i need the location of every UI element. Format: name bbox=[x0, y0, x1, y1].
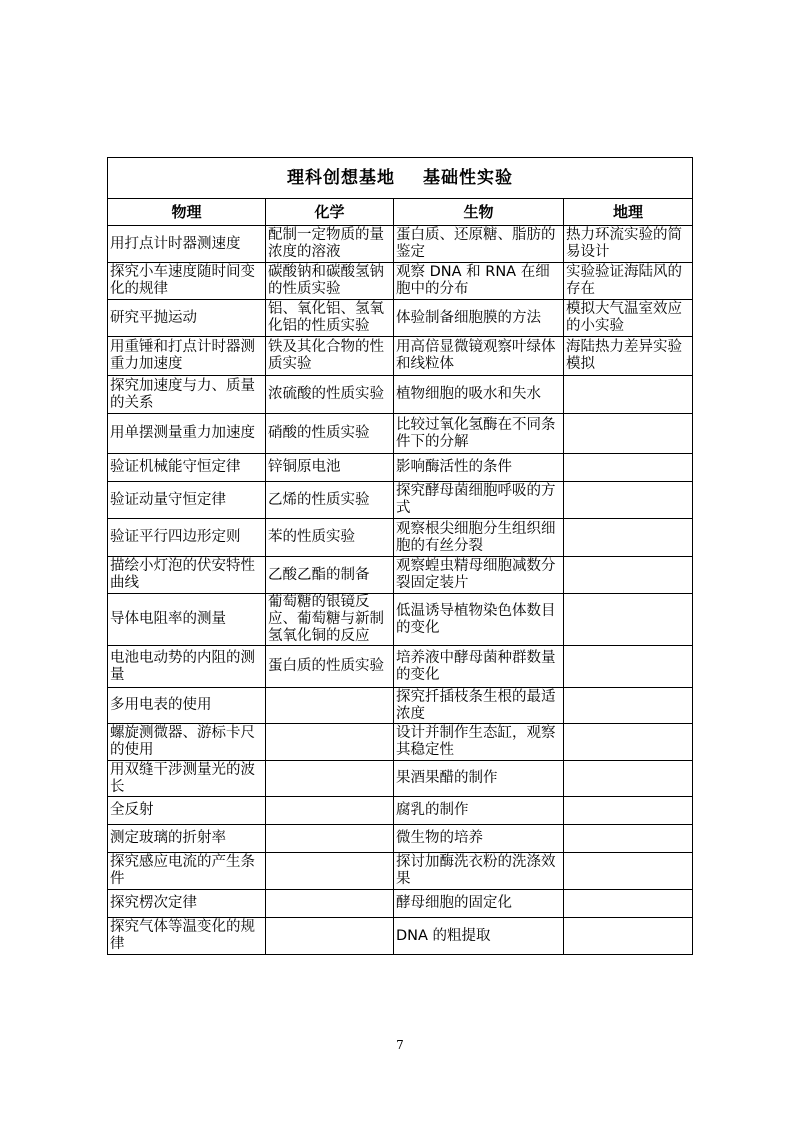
cell-chemistry bbox=[266, 918, 394, 955]
table-row bbox=[108, 482, 693, 519]
cell-biology: 腐乳的制作 bbox=[394, 797, 564, 825]
header-chemistry: 化学 bbox=[266, 199, 394, 226]
cell-chemistry: 锌铜原电池 bbox=[266, 454, 394, 482]
table-row bbox=[108, 761, 693, 797]
cell-chemistry: 乙烯的性质实验 bbox=[266, 482, 394, 519]
cell-biology: 探究扦插枝条生根的最适浓度 bbox=[394, 688, 564, 724]
experiment-table bbox=[107, 157, 693, 955]
cell-physics: 验证平行四边形定则 bbox=[108, 519, 266, 557]
table-row bbox=[108, 688, 693, 724]
title-part-2: 基础性实验 bbox=[423, 167, 513, 188]
cell-biology: 观察根尖细胞分生组织细胞的有丝分裂 bbox=[394, 519, 564, 557]
table-row bbox=[108, 226, 693, 263]
cell-geography: 模拟大气温室效应的小实验 bbox=[564, 300, 693, 337]
header-geography: 地理 bbox=[564, 199, 693, 226]
table-row bbox=[108, 646, 693, 688]
table-row bbox=[108, 376, 693, 414]
header-row bbox=[108, 199, 693, 226]
cell-chemistry bbox=[266, 797, 394, 825]
cell-geography bbox=[564, 454, 693, 482]
cell-biology: 植物细胞的吸水和失水 bbox=[394, 376, 564, 414]
cell-biology: 低温诱导植物染色体数目的变化 bbox=[394, 594, 564, 646]
cell-biology: 酵母细胞的固定化 bbox=[394, 890, 564, 918]
table-row bbox=[108, 557, 693, 594]
cell-physics: 探究气体等温变化的规律 bbox=[108, 918, 266, 955]
cell-geography bbox=[564, 594, 693, 646]
cell-geography: 热力环流实验的简易设计 bbox=[564, 226, 693, 263]
table-row bbox=[108, 594, 693, 646]
cell-biology: DNA 的粗提取 bbox=[394, 918, 564, 955]
cell-geography bbox=[564, 519, 693, 557]
cell-chemistry: 蛋白质的性质实验 bbox=[266, 646, 394, 688]
cell-geography bbox=[564, 890, 693, 918]
cell-biology: 培养液中酵母菌种群数量的变化 bbox=[394, 646, 564, 688]
cell-geography bbox=[564, 482, 693, 519]
cell-physics: 描绘小灯泡的伏安特性曲线 bbox=[108, 557, 266, 594]
cell-geography: 海陆热力差异实验模拟 bbox=[564, 337, 693, 376]
table-row bbox=[108, 300, 693, 337]
table-title bbox=[108, 158, 693, 199]
table-row bbox=[108, 890, 693, 918]
table-row bbox=[108, 853, 693, 890]
cell-biology: 果酒果醋的制作 bbox=[394, 761, 564, 797]
cell-physics: 研究平抛运动 bbox=[108, 300, 266, 337]
cell-chemistry: 浓硫酸的性质实验 bbox=[266, 376, 394, 414]
cell-biology: 体验制备细胞膜的方法 bbox=[394, 300, 564, 337]
table-row bbox=[108, 724, 693, 761]
cell-physics: 测定玻璃的折射率 bbox=[108, 825, 266, 853]
title-part-1: 理科创想基地 bbox=[287, 167, 395, 188]
cell-physics: 全反射 bbox=[108, 797, 266, 825]
table-row bbox=[108, 519, 693, 557]
table-row bbox=[108, 454, 693, 482]
cell-geography bbox=[564, 797, 693, 825]
cell-chemistry bbox=[266, 761, 394, 797]
cell-biology: 观察蝗虫精母细胞减数分裂固定装片 bbox=[394, 557, 564, 594]
cell-biology: 蛋白质、还原糖、脂肪的鉴定 bbox=[394, 226, 564, 263]
cell-geography bbox=[564, 724, 693, 761]
cell-physics: 验证机械能守恒定律 bbox=[108, 454, 266, 482]
cell-biology: 探究酵母菌细胞呼吸的方式 bbox=[394, 482, 564, 519]
cell-biology: 比较过氧化氢酶在不同条件下的分解 bbox=[394, 414, 564, 454]
cell-chemistry bbox=[266, 825, 394, 853]
cell-physics: 用打点计时器测速度 bbox=[108, 226, 266, 263]
header-biology: 生物 bbox=[394, 199, 564, 226]
table-row bbox=[108, 414, 693, 454]
cell-chemistry bbox=[266, 688, 394, 724]
cell-chemistry: 铁及其化合物的性质实验 bbox=[266, 337, 394, 376]
cell-chemistry: 硝酸的性质实验 bbox=[266, 414, 394, 454]
page-number: 7 bbox=[396, 1038, 404, 1052]
cell-physics: 验证动量守恒定律 bbox=[108, 482, 266, 519]
cell-biology: 微生物的培养 bbox=[394, 825, 564, 853]
cell-physics: 用双缝干涉测量光的波长 bbox=[108, 761, 266, 797]
table-row bbox=[108, 337, 693, 376]
table-row bbox=[108, 918, 693, 955]
cell-chemistry bbox=[266, 724, 394, 761]
cell-biology: 探讨加酶洗衣粉的洗涤效果 bbox=[394, 853, 564, 890]
cell-geography bbox=[564, 918, 693, 955]
cell-geography bbox=[564, 376, 693, 414]
cell-biology: 设计并制作生态缸，观察其稳定性 bbox=[394, 724, 564, 761]
cell-physics: 探究加速度与力、质量的关系 bbox=[108, 376, 266, 414]
cell-physics: 用重锤和打点计时器测重力加速度 bbox=[108, 337, 266, 376]
cell-physics: 多用电表的使用 bbox=[108, 688, 266, 724]
table-row bbox=[108, 263, 693, 300]
cell-chemistry: 碳酸钠和碳酸氢钠的性质实验 bbox=[266, 263, 394, 300]
cell-physics: 电池电动势的内阻的测量 bbox=[108, 646, 266, 688]
cell-chemistry bbox=[266, 853, 394, 890]
cell-geography bbox=[564, 557, 693, 594]
cell-geography bbox=[564, 688, 693, 724]
cell-chemistry: 铝、氧化铝、氢氧化铝的性质实验 bbox=[266, 300, 394, 337]
cell-chemistry: 苯的性质实验 bbox=[266, 519, 394, 557]
cell-geography: 实验验证海陆风的存在 bbox=[564, 263, 693, 300]
cell-physics: 探究感应电流的产生条件 bbox=[108, 853, 266, 890]
cell-biology: 用高倍显微镜观察叶绿体和线粒体 bbox=[394, 337, 564, 376]
cell-chemistry: 葡萄糖的银镜反应、葡萄糖与新制氢氧化铜的反应 bbox=[266, 594, 394, 646]
cell-chemistry: 配制一定物质的量浓度的溶液 bbox=[266, 226, 394, 263]
cell-physics: 导体电阻率的测量 bbox=[108, 594, 266, 646]
cell-geography bbox=[564, 825, 693, 853]
cell-chemistry bbox=[266, 890, 394, 918]
cell-geography bbox=[564, 761, 693, 797]
cell-geography bbox=[564, 414, 693, 454]
cell-physics: 螺旋测微器、游标卡尺的使用 bbox=[108, 724, 266, 761]
header-physics: 物理 bbox=[108, 199, 266, 226]
cell-geography bbox=[564, 853, 693, 890]
cell-physics: 探究楞次定律 bbox=[108, 890, 266, 918]
cell-physics: 用单摆测量重力加速度 bbox=[108, 414, 266, 454]
cell-chemistry: 乙酸乙酯的制备 bbox=[266, 557, 394, 594]
cell-physics: 探究小车速度随时间变化的规律 bbox=[108, 263, 266, 300]
cell-biology: 影响酶活性的条件 bbox=[394, 454, 564, 482]
table-row bbox=[108, 825, 693, 853]
table-body bbox=[108, 226, 693, 955]
cell-biology: 观察 DNA 和 RNA 在细胞中的分布 bbox=[394, 263, 564, 300]
cell-geography bbox=[564, 646, 693, 688]
title-row bbox=[108, 158, 693, 199]
table-row bbox=[108, 797, 693, 825]
